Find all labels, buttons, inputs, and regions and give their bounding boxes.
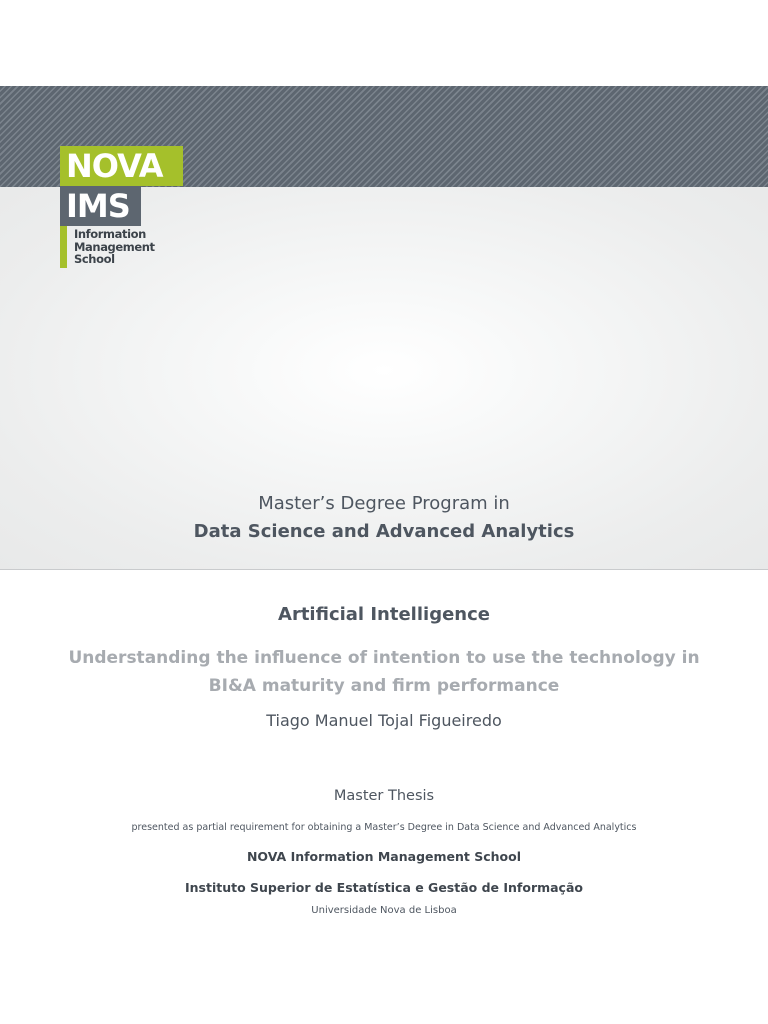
author-name: Tiago Manuel Tojal Figueiredo bbox=[266, 711, 502, 730]
program-name: Data Science and Advanced Analytics bbox=[193, 521, 575, 542]
thesis-subtitle-line: Understanding the influence of intention to use the technology in bbox=[68, 648, 700, 668]
requirement-statement: presented as partial requirement for obtaining a Master’s Degree in Data Science and Advanced Analytics bbox=[131, 822, 637, 833]
university-name: Universidade Nova de Lisboa bbox=[311, 905, 457, 916]
logo-ims-text: IMS bbox=[60, 186, 141, 226]
thesis-subtitle-line: BI&A maturity and firm performance bbox=[208, 676, 560, 696]
logo-school-line: School bbox=[74, 252, 115, 266]
program-heading: Master’s Degree Program in bbox=[258, 493, 510, 514]
thesis-title: Artificial Intelligence bbox=[278, 604, 490, 625]
thesis-subtitle bbox=[0, 644, 768, 700]
nova-ims-logo bbox=[60, 146, 184, 268]
logo-school-line: Management bbox=[74, 239, 155, 254]
logo-nova-text: NOVA bbox=[60, 146, 183, 186]
logo-school-line: Information bbox=[74, 227, 146, 241]
thesis-type: Master Thesis bbox=[333, 788, 435, 804]
school-name: NOVA Information Management School bbox=[246, 849, 522, 864]
logo-school-name bbox=[74, 228, 155, 266]
institute-name: Instituto Superior de Estatística e Gestão de Informação bbox=[184, 880, 583, 895]
logo-accent-bar bbox=[60, 226, 67, 268]
